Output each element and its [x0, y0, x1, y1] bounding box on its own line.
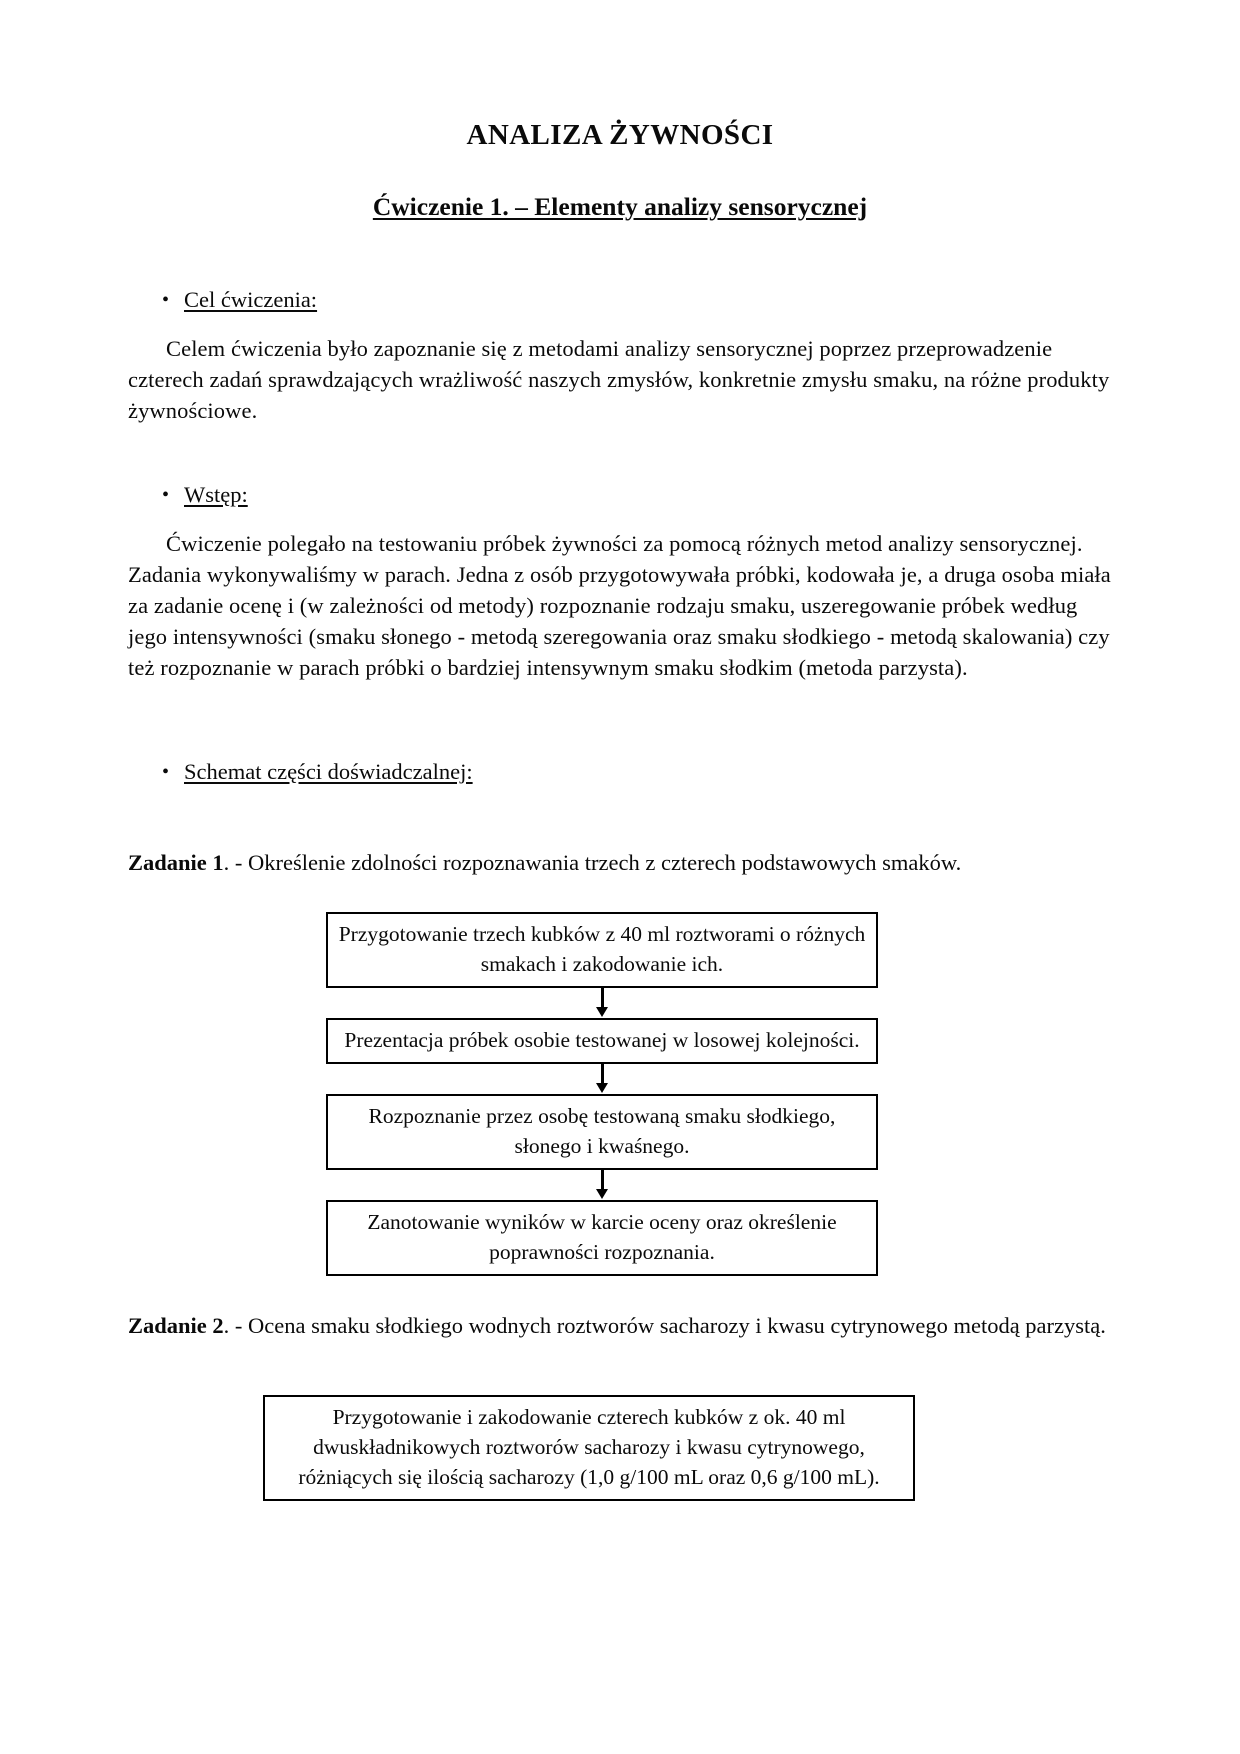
flow-step-box: Przygotowanie trzech kubków z 40 ml roztworami o różnych smakach i zakodowanie ich. [326, 912, 878, 988]
flowchart-task-1 [326, 912, 878, 1276]
spacer [128, 426, 1112, 480]
task-label-2: Zadanie 2 [128, 1312, 224, 1338]
page-subtitle-text: Ćwiczenie 1. – Elementy analizy sensorycznej [372, 191, 868, 221]
flow-step-box: Rozpoznanie przez osobę testowaną smaku słodkiego, słonego i kwaśnego. [326, 1094, 878, 1170]
spacer [128, 793, 1112, 847]
section-heading-intro-label: Wstęp: [184, 481, 248, 507]
task-heading-1 [128, 847, 1112, 878]
section-heading-scheme [128, 757, 1112, 787]
down-arrow-icon [595, 1064, 609, 1094]
task-label-1: Zadanie 1 [128, 849, 224, 875]
down-arrow-icon [595, 988, 609, 1018]
task-heading-2 [128, 1310, 1112, 1341]
section-paragraph-intro: Ćwiczenie polegało na testowaniu próbek żywności za pomocą różnych metod analizy sensorycznej. Zadania wykonywaliśmy w parach. Jedna z osób przygotowywała próbki, kodowała je, a druga osoba miała za zadanie ocenę i (w zależności od metody) rozpoznanie rodzaju smaku, uszeregowanie próbek według jego intensywności (smaku słonego - metodą szeregowania oraz smaku słodkiego - metodą skalowania) czy też rozpoznanie w parach próbki o bardziej intensywnym smaku słodkim (metoda parzysta). [128, 530, 1111, 680]
spacer [128, 878, 1112, 912]
page-subtitle [128, 191, 1112, 223]
task-description-2: . - Ocena smaku słodkiego wodnych roztworów sacharozy i kwasu cytrynowego metodą parzystą. [223, 1312, 1106, 1338]
section-heading-scheme-label: Schemat części doświadczalnej: [184, 758, 473, 784]
bullet-icon: • [162, 760, 170, 783]
flow-step-box: Zanotowanie wyników w karcie oceny oraz określenie poprawności rozpoznania. [326, 1200, 878, 1276]
spacer [128, 683, 1112, 757]
flowchart-task-2 [263, 1395, 915, 1501]
section-paragraph-goal: Celem ćwiczenia było zapoznanie się z metodami analizy sensorycznej poprzez przeprowadzenie czterech zadań sprawdzających wrażliwość naszych zmysłów, konkretnie zmysłu smaku, na różne produkty żywnościowe. [128, 335, 1110, 423]
spacer [128, 1276, 1112, 1310]
bullet-icon: • [162, 483, 170, 506]
flow-step-box: Prezentacja próbek osobie testowanej w losowej kolejności. [326, 1018, 878, 1064]
bullet-icon: • [162, 288, 170, 311]
section-heading-goal [128, 285, 1112, 315]
task-description-1: . - Określenie zdolności rozpoznawania trzech z czterech podstawowych smaków. [223, 849, 962, 875]
flow-step-box: Przygotowanie i zakodowanie czterech kubków z ok. 40 ml dwuskładnikowych roztworów sacharozy i kwasu cytrynowego, różniących się ilością sacharozy (1,0 g/100 mL oraz 0,6 g/100 mL). [263, 1395, 915, 1501]
down-arrow-icon [595, 1170, 609, 1200]
page-title: ANALIZA ŻYWNOŚCI [466, 119, 774, 151]
section-heading-goal-label: Cel ćwiczenia: [184, 286, 318, 312]
section-heading-intro [128, 480, 1112, 510]
spacer [128, 1341, 1112, 1395]
